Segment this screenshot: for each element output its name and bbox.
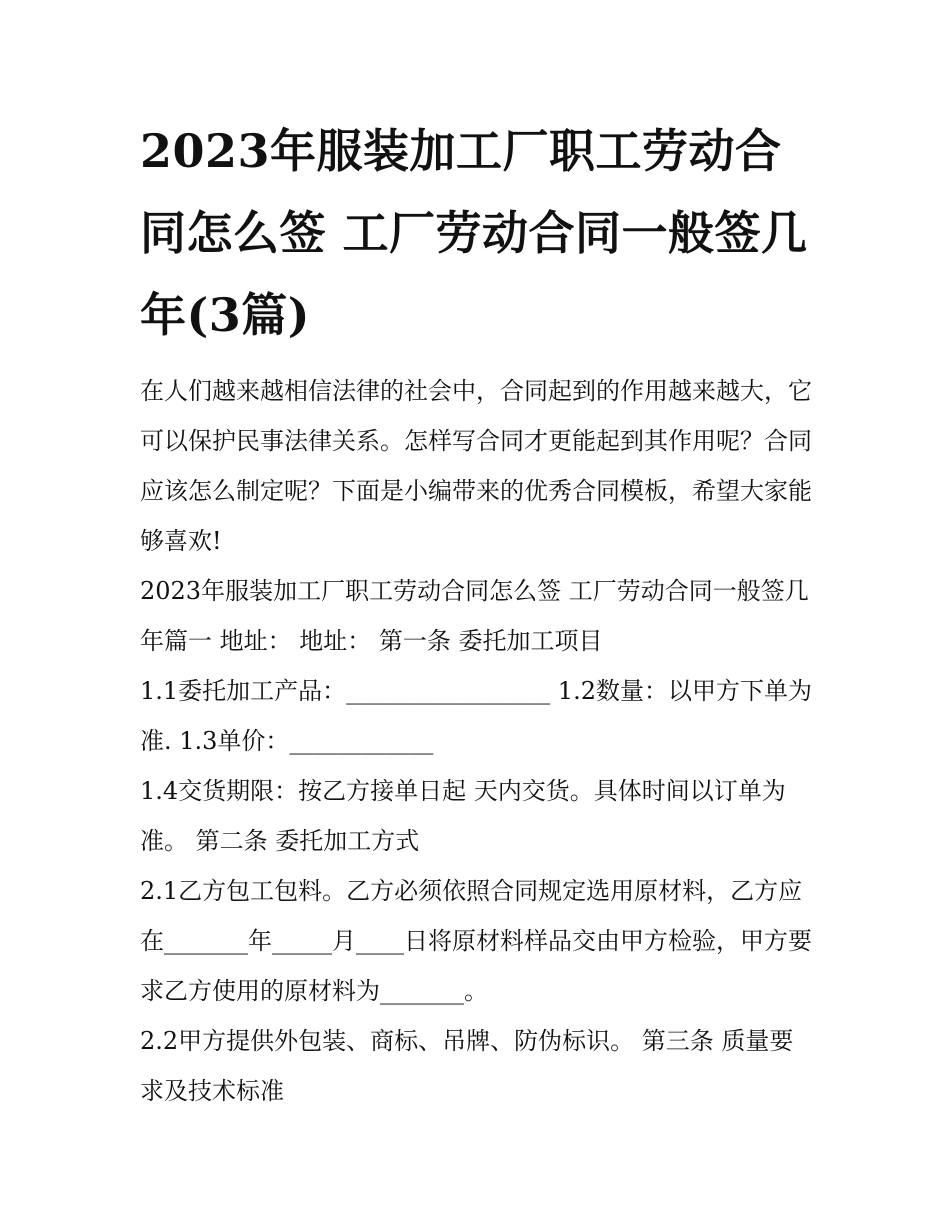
document-title: 2023年服装加工厂职工劳动合同怎么签 工厂劳动合同一般签几年(3篇) (140, 124, 808, 342)
paragraph-clause-2-2: 2.2甲方提供外包装、商标、吊牌、防伪标识。 第三条 质量要求及技术标准 (140, 1027, 794, 1105)
document-page (140, 110, 812, 1116)
paragraph-clause-2-1: 2.1乙方包工包料。乙方必须依照合同规定选用原材料，乙方应在_______年_____月____日将原材料样品交由甲方检验，甲方要求乙方使用的原材料为_______。 (140, 877, 812, 1005)
paragraph-clause-1-1: 1.1委托加工产品：_________________ 1.2数量：以甲方下单为准. 1.3单价：____________ (140, 677, 812, 755)
paragraph-section-heading: 2023年服装加工厂职工劳动合同怎么签 工厂劳动合同一般签几年篇一 地址： 地址： 第一条 委托加工项目 (140, 577, 809, 655)
paragraph-clause-1-4: 1.4交货期限：按乙方接单日起 天内交货。具体时间以订单为准。 第二条 委托加工方式 (140, 777, 786, 855)
paragraph-intro: 在人们越来越相信法律的社会中，合同起到的作用越来越大，它可以保护民事法律关系。怎样写合同才更能起到其作用呢？合同应该怎么制定呢？下面是小编带来的优秀合同模板，希望大家能够喜欢! (140, 377, 812, 555)
